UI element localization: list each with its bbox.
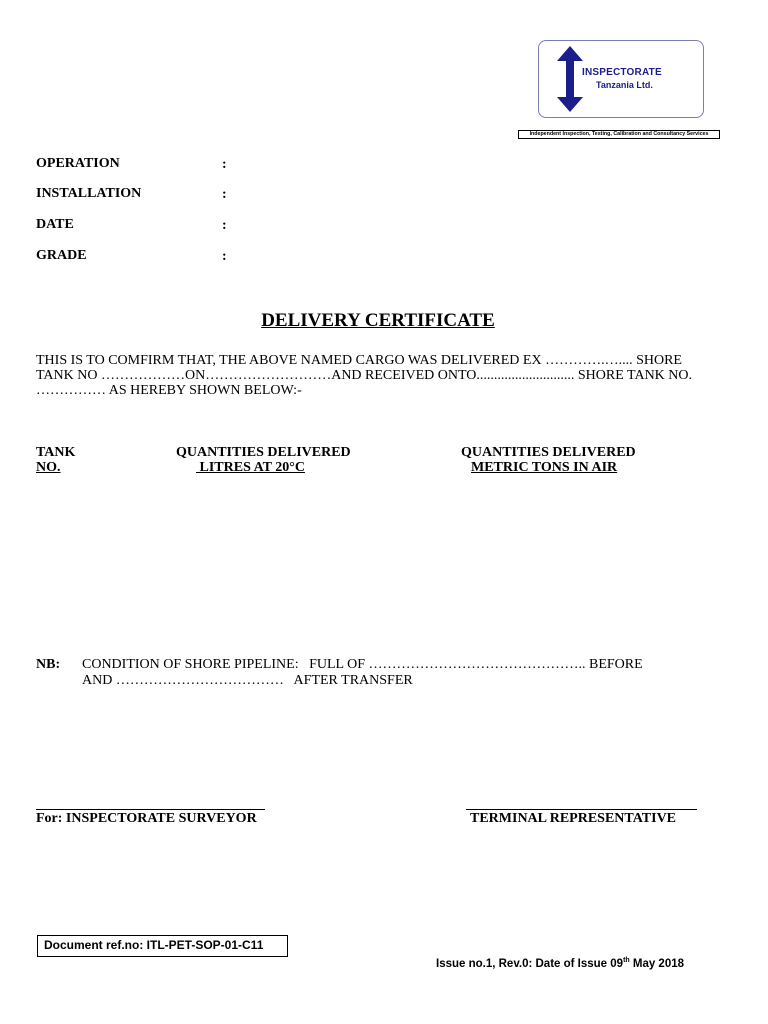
col-litres-header-line-2: LITRES AT 20°C	[196, 460, 305, 475]
surveyor-signature-line	[36, 809, 265, 810]
field-date-colon: :	[222, 218, 227, 233]
terminal-signature-label: TERMINAL REPRESENTATIVE	[470, 811, 677, 826]
col-tank-header-line-1: TANK	[36, 445, 76, 460]
field-date-label: DATE	[36, 217, 74, 232]
page-title: DELIVERY CERTIFICATE	[261, 310, 495, 331]
terminal-signature-line	[466, 809, 697, 810]
document-ref-box: Document ref.no: ITL-PET-SOP-01-C11	[37, 935, 288, 957]
field-installation-label: INSTALLATION	[36, 186, 142, 201]
confirm-text-line-3: …………… AS HEREBY SHOWN BELOW:-	[36, 383, 302, 398]
field-operation-colon: :	[222, 157, 227, 172]
issue-info-prefix: Issue no.1, Rev.0: Date of Issue 09	[436, 957, 624, 970]
col-tons-header-line-2: METRIC TONS IN AIR	[471, 460, 618, 475]
confirm-text-line-1: THIS IS TO COMFIRM THAT, THE ABOVE NAMED CARGO WAS DELIVERED EX ………….….... SHORE	[36, 353, 682, 368]
col-tons-header-line-1: QUANTITIES DELIVERED	[461, 445, 636, 460]
logo-company-name: INSPECTORATE	[582, 67, 662, 78]
nb-text-line-2: AND ……………………………… AFTER TRANSFER	[82, 673, 413, 688]
field-grade-colon: :	[222, 249, 227, 264]
logo-company-subname: Tanzania Ltd.	[596, 80, 653, 90]
double-arrow-icon	[553, 45, 587, 113]
field-installation-colon: :	[222, 187, 227, 202]
nb-text-line-1: CONDITION OF SHORE PIPELINE: FULL OF ……………………………………….. BEFORE	[82, 657, 643, 672]
issue-info-suffix: May 2018	[629, 957, 685, 970]
col-litres-header-line-1: QUANTITIES DELIVERED	[176, 445, 351, 460]
surveyor-signature-label: For: INSPECTORATE SURVEYOR	[36, 811, 257, 826]
issue-info-superscript: th	[623, 957, 630, 964]
logo-tagline: Independent Inspection, Testing, Calibration and Consultancy Services	[518, 130, 720, 139]
field-operation-label: OPERATION	[36, 156, 120, 171]
confirm-text-line-2: TANK NO ………………ON………………………AND RECEIVED ONTO............................ SHORE TANK NO.	[36, 368, 693, 383]
field-grade-label: GRADE	[36, 248, 87, 263]
issue-info	[436, 957, 684, 970]
col-tank-header-line-2: NO.	[36, 460, 61, 475]
nb-label: NB:	[36, 657, 61, 672]
